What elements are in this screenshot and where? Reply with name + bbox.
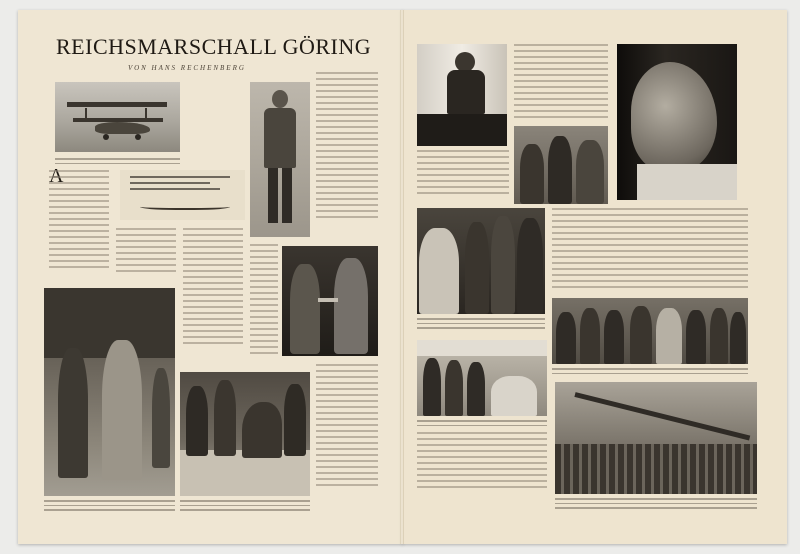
uniform-portrait-photo	[250, 82, 310, 237]
right-text-column-2	[514, 44, 608, 122]
workshop-photo	[417, 340, 547, 416]
left-caption-3	[180, 500, 310, 514]
right-caption-3	[417, 420, 547, 429]
left-text-column-3	[183, 228, 243, 348]
left-text-column-4	[250, 244, 278, 358]
signature-document	[120, 170, 245, 220]
right-caption-2	[552, 368, 748, 377]
left-caption-2	[44, 500, 175, 514]
podium-speech-photo	[417, 44, 507, 146]
right-caption-4	[555, 498, 757, 512]
article-headline: REICHSMARSCHALL GÖRING	[56, 34, 372, 59]
map-table-photo	[180, 372, 310, 496]
officers-group-photo	[514, 126, 608, 204]
left-text-column-6	[316, 364, 378, 490]
right-caption-1	[417, 318, 545, 332]
right-text-column-4	[417, 432, 547, 492]
center-fold	[400, 10, 404, 544]
left-caption-1	[55, 158, 180, 167]
article-byline: VON HANS RECHENBERG	[128, 64, 246, 72]
handshake-photo	[282, 246, 378, 356]
left-text-column-2	[116, 228, 176, 276]
lineup-photo	[552, 298, 748, 364]
award-ceremony-photo	[417, 208, 545, 314]
profile-portrait-photo	[617, 44, 737, 200]
right-text-column-1	[417, 150, 509, 198]
crowd-photo	[555, 382, 757, 494]
inspection-photo	[44, 288, 175, 496]
left-text-column-1	[49, 170, 109, 272]
right-text-column-3	[552, 208, 748, 292]
biplane-photo	[55, 82, 180, 152]
left-text-column-5	[316, 72, 378, 222]
